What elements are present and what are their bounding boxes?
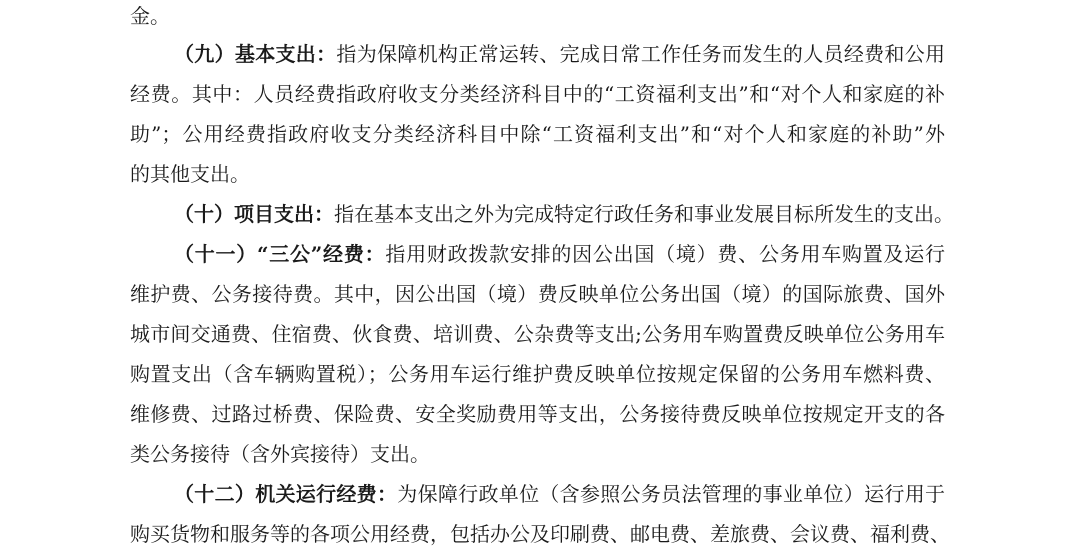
section-heading: （十一）“三公”经费： <box>174 242 386 266</box>
paragraph-line <box>130 399 945 429</box>
line-text: 指在基本支出之外为完成特定行政任务和事业发展目标所发生的支出。 <box>334 202 954 226</box>
paragraph-line <box>174 239 945 269</box>
paragraph-line <box>130 79 945 109</box>
line-text: 金。 <box>130 4 170 28</box>
line-text: 维修费、过路过桥费、保险费、安全奖励费用等支出，公务接待费反映单位按规定开支的各 <box>130 402 945 426</box>
paragraph-line <box>130 279 945 309</box>
section-heading: （十）项目支出： <box>174 202 334 226</box>
line-text: 类公务接待（含外宾接待）支出。 <box>130 442 430 466</box>
line-text: 的其他支出。 <box>130 162 250 186</box>
paragraph-line <box>130 439 945 469</box>
paragraph-line <box>130 1 945 31</box>
paragraph-line <box>130 519 950 549</box>
line-text: 购置支出（含车辆购置税）；公务用车运行维护费反映单位按规定保留的公务用车燃料费、 <box>130 362 945 386</box>
line-text: 经费。其中：人员经费指政府收支分类经济科目中的“工资福利支出”和“对个人和家庭的补 <box>130 82 945 106</box>
line-text: 购买货物和服务等的各项公用经费，包括办公及印刷费、邮电费、差旅费、会议费、福利费、 <box>130 522 950 546</box>
line-text: 维护费、公务接待费。其中，因公出国（境）费反映单位公务出国（境）的国际旅费、国外 <box>130 282 945 306</box>
line-text: 城市间交通费、住宿费、伙食费、培训费、公杂费等支出;公务用车购置费反映单位公务用车 <box>130 322 945 346</box>
paragraph-line <box>174 199 954 229</box>
paragraph-line <box>130 359 945 389</box>
paragraph-line <box>130 159 945 189</box>
section-heading: （十二）机关运行经费： <box>174 482 398 506</box>
section-heading: （九）基本支出： <box>174 42 337 66</box>
line-text: 指用财政拨款安排的因公出国（境）费、公务用车购置及运行 <box>385 242 945 266</box>
paragraph-line <box>174 479 945 509</box>
paragraph-line <box>130 319 945 349</box>
line-text: 助”；公用经费指政府收支分类经济科目中除“工资福利支出”和“对个人和家庭的补助”外 <box>130 122 945 146</box>
line-text: 为保障行政单位（含参照公务员法管理的事业单位）运行用于 <box>397 482 946 506</box>
line-text: 指为保障机构正常运转、完成日常工作任务而发生的人员经费和公用 <box>336 42 946 66</box>
paragraph-line <box>130 119 945 149</box>
paragraph-line <box>174 39 945 69</box>
